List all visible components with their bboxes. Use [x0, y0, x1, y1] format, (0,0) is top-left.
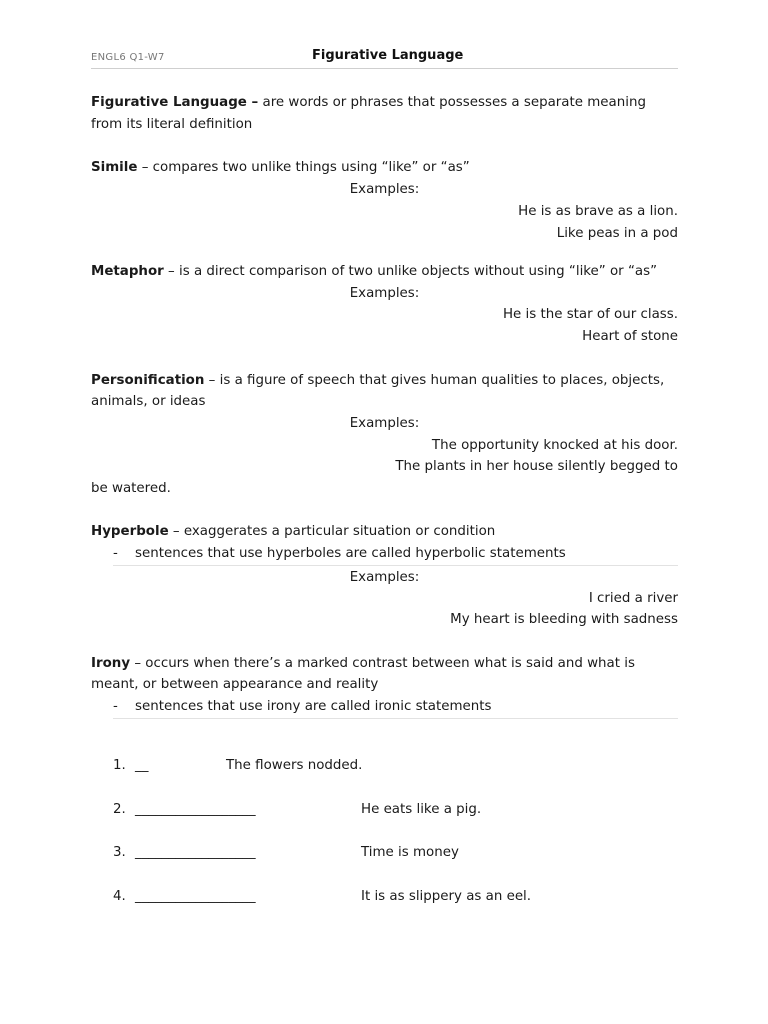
personification-definition-line1 — [91, 370, 664, 392]
irony-bullet — [113, 696, 678, 719]
metaphor-example-1: He is the star of our class. — [502, 307, 678, 322]
exercise-sentence: The flowers nodded. — [226, 758, 363, 773]
simile-example-1: He is as brave as a lion. — [518, 204, 678, 219]
personification-example-2-line2: be watered. — [91, 481, 171, 496]
hyperbole-example-2: My heart is bleeding with sadness — [450, 612, 678, 627]
exercise-item-number: 1. — [113, 758, 126, 773]
page-title: Figurative Language — [312, 48, 464, 63]
intro-definition-line1 — [91, 92, 646, 114]
irony-term: Irony — [91, 656, 131, 671]
metaphor-term: Metaphor — [91, 264, 164, 279]
hyperbole-bullet — [113, 543, 678, 566]
simile-example-2: Like peas in a pod — [556, 226, 678, 241]
answer-blank[interactable]: __ — [135, 758, 149, 773]
hyperbole-examples-label: Examples: — [349, 570, 420, 585]
metaphor-examples-label: Examples: — [349, 286, 420, 301]
exercise-sentence: It is as slippery as an eel. — [361, 889, 532, 904]
exercise-sentence: He eats like a pig. — [361, 802, 482, 817]
exercise-item-number: 4. — [113, 889, 126, 904]
personification-definition-text: – is a figure of speech that gives human qualities to places, objects, — [204, 373, 665, 388]
personification-term: Personification — [91, 373, 205, 388]
simile-definition — [91, 157, 470, 179]
personification-example-2-line1: The plants in her house silently begged to — [395, 459, 678, 474]
simile-definition-text: – compares two unlike things using “like” or “as” — [137, 160, 470, 175]
simile-examples-label: Examples: — [349, 182, 420, 197]
intro-definition-line2: from its literal definition — [91, 117, 253, 132]
answer-blank[interactable]: __________________ — [135, 845, 256, 860]
hyperbole-definition — [91, 521, 495, 543]
irony-definition-text: – occurs when there’s a marked contrast between what is said and what is — [130, 656, 635, 671]
exercise-item-number: 3. — [113, 845, 126, 860]
irony-definition-line2: meant, or between appearance and reality — [91, 677, 379, 692]
answer-blank[interactable]: __________________ — [135, 889, 256, 904]
exercise-item-number: 2. — [113, 802, 126, 817]
metaphor-definition-text: – is a direct comparison of two unlike objects without using “like” or “as” — [163, 264, 658, 279]
metaphor-definition — [91, 261, 657, 283]
personification-example-1: The opportunity knocked at his door. — [431, 438, 678, 453]
hyperbole-term: Hyperbole — [91, 524, 169, 539]
page-header — [91, 48, 678, 69]
irony-bullet-text: sentences that use irony are called ironic statements — [135, 699, 492, 714]
personification-examples-label: Examples: — [349, 416, 420, 431]
answer-blank[interactable]: __________________ — [135, 802, 256, 817]
irony-definition-line1 — [91, 653, 635, 675]
hyperbole-definition-text: – exaggerates a particular situation or condition — [168, 524, 496, 539]
personification-definition-line2: animals, or ideas — [91, 394, 206, 409]
simile-term: Simile — [91, 160, 138, 175]
exercise-sentence: Time is money — [361, 845, 459, 860]
metaphor-example-2: Heart of stone — [582, 329, 678, 344]
intro-term: Figurative Language – — [91, 95, 259, 110]
bullet-dash: - — [113, 699, 118, 714]
hyperbole-example-1: I cried a river — [588, 591, 678, 606]
intro-definition-text: are words or phrases that possesses a separate meaning — [258, 95, 646, 110]
hyperbole-bullet-text: sentences that use hyperboles are called hyperbolic statements — [135, 546, 566, 561]
bullet-dash: - — [113, 546, 118, 561]
course-code: ENGL6 Q1-W7 — [91, 52, 165, 63]
